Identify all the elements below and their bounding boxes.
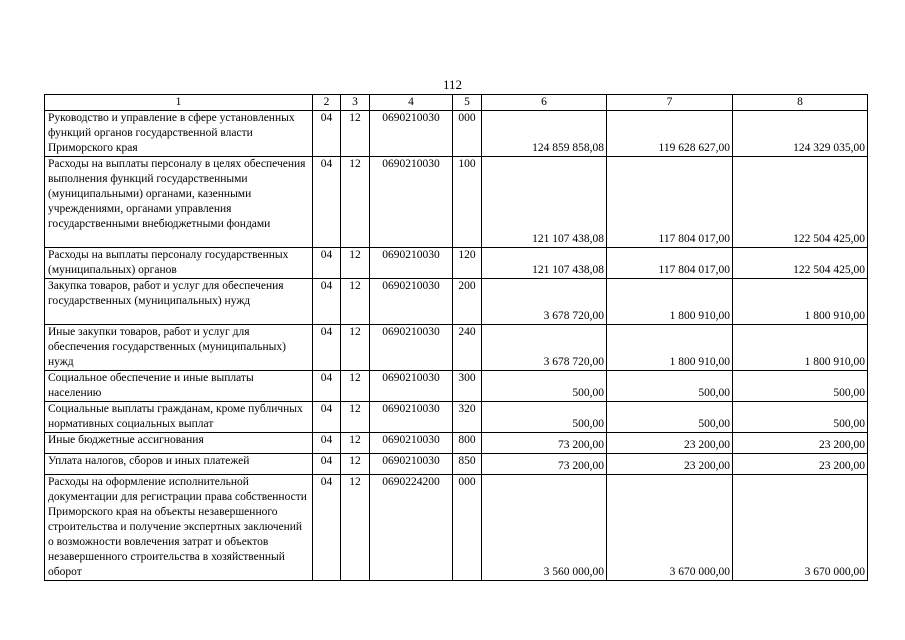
- expense-name: Закупка товаров, работ и услуг для обеспечения государственных (муниципальных) нужд: [45, 279, 313, 325]
- amount-col8: 3 670 000,00: [733, 475, 868, 581]
- amount-col7: 23 200,00: [607, 433, 733, 454]
- amount-col7: 3 670 000,00: [607, 475, 733, 581]
- expense-type-code: 000: [453, 111, 482, 157]
- expense-type-code: 850: [453, 454, 482, 475]
- table-row: [45, 475, 868, 581]
- subsection-code: 12: [341, 111, 370, 157]
- expense-type-code: 800: [453, 433, 482, 454]
- section-code: 04: [313, 475, 341, 581]
- amount-col7: 1 800 910,00: [607, 325, 733, 371]
- target-article-code: 0690210030: [370, 371, 453, 402]
- column-header: 8: [733, 95, 868, 111]
- section-code: 04: [313, 325, 341, 371]
- subsection-code: 12: [341, 475, 370, 581]
- expense-name: Уплата налогов, сборов и иных платежей: [45, 454, 313, 475]
- budget-table: [44, 94, 868, 581]
- table-row: [45, 433, 868, 454]
- amount-col6: 121 107 438,08: [482, 248, 607, 279]
- amount-col6: 73 200,00: [482, 454, 607, 475]
- section-code: 04: [313, 157, 341, 248]
- amount-col6: 3 560 000,00: [482, 475, 607, 581]
- section-code: 04: [313, 371, 341, 402]
- expense-type-code: 300: [453, 371, 482, 402]
- amount-col6: 73 200,00: [482, 433, 607, 454]
- section-code: 04: [313, 433, 341, 454]
- table-row: [45, 402, 868, 433]
- amount-col8: 23 200,00: [733, 454, 868, 475]
- column-header: 2: [313, 95, 341, 111]
- section-code: 04: [313, 402, 341, 433]
- target-article-code: 0690210030: [370, 248, 453, 279]
- amount-col7: 119 628 627,00: [607, 111, 733, 157]
- expense-name: Социальные выплаты гражданам, кроме публичных нормативных социальных выплат: [45, 402, 313, 433]
- target-article-code: 0690224200: [370, 475, 453, 581]
- target-article-code: 0690210030: [370, 279, 453, 325]
- subsection-code: 12: [341, 402, 370, 433]
- subsection-code: 12: [341, 279, 370, 325]
- column-header: 6: [482, 95, 607, 111]
- target-article-code: 0690210030: [370, 157, 453, 248]
- table-row: [45, 279, 868, 325]
- table-row: [45, 111, 868, 157]
- amount-col7: 500,00: [607, 402, 733, 433]
- column-header: 5: [453, 95, 482, 111]
- expense-type-code: 000: [453, 475, 482, 581]
- table-row: [45, 325, 868, 371]
- column-header: 7: [607, 95, 733, 111]
- target-article-code: 0690210030: [370, 325, 453, 371]
- amount-col8: 124 329 035,00: [733, 111, 868, 157]
- subsection-code: 12: [341, 325, 370, 371]
- section-code: 04: [313, 454, 341, 475]
- amount-col8: 1 800 910,00: [733, 325, 868, 371]
- expense-type-code: 240: [453, 325, 482, 371]
- amount-col7: 1 800 910,00: [607, 279, 733, 325]
- amount-col8: 1 800 910,00: [733, 279, 868, 325]
- amount-col6: 124 859 858,08: [482, 111, 607, 157]
- table-row: [45, 371, 868, 402]
- expense-name: Расходы на выплаты персоналу государственных (муниципальных) органов: [45, 248, 313, 279]
- expense-name: Иные закупки товаров, работ и услуг для обеспечения государственных (муниципальных) нужд: [45, 325, 313, 371]
- column-header: 1: [45, 95, 313, 111]
- amount-col8: 122 504 425,00: [733, 157, 868, 248]
- expense-type-code: 200: [453, 279, 482, 325]
- subsection-code: 12: [341, 248, 370, 279]
- expense-name: Иные бюджетные ассигнования: [45, 433, 313, 454]
- amount-col6: 121 107 438,08: [482, 157, 607, 248]
- column-header: 4: [370, 95, 453, 111]
- amount-col8: 500,00: [733, 402, 868, 433]
- target-article-code: 0690210030: [370, 433, 453, 454]
- amount-col6: 3 678 720,00: [482, 279, 607, 325]
- amount-col8: 500,00: [733, 371, 868, 402]
- section-code: 04: [313, 248, 341, 279]
- target-article-code: 0690210030: [370, 111, 453, 157]
- table-row: [45, 454, 868, 475]
- subsection-code: 12: [341, 157, 370, 248]
- target-article-code: 0690210030: [370, 454, 453, 475]
- subsection-code: 12: [341, 433, 370, 454]
- amount-col8: 23 200,00: [733, 433, 868, 454]
- subsection-code: 12: [341, 371, 370, 402]
- amount-col6: 500,00: [482, 371, 607, 402]
- expense-name: Расходы на выплаты персоналу в целях обеспечения выполнения функций государственными (муниципальными) органами, казенными учреждениями, органами управления государственными внебюджетными фондами: [45, 157, 313, 248]
- column-number-row: [45, 95, 868, 111]
- expense-name: Социальное обеспечение и иные выплаты населению: [45, 371, 313, 402]
- expense-type-code: 100: [453, 157, 482, 248]
- page-number: 112: [442, 77, 463, 92]
- section-code: 04: [313, 279, 341, 325]
- expense-name: Расходы на оформление исполнительной документации для регистрации права собственности Приморского края на объекты незавершенного строительства и получение экспертных заключений о возможности вовлечения затрат и объектов незавершенного строительства в хозяйственный оборот: [45, 475, 313, 581]
- target-article-code: 0690210030: [370, 402, 453, 433]
- amount-col7: 500,00: [607, 371, 733, 402]
- amount-col7: 117 804 017,00: [607, 248, 733, 279]
- amount-col6: 3 678 720,00: [482, 325, 607, 371]
- expense-name: Руководство и управление в сфере установленных функций органов государственной власти Приморского края: [45, 111, 313, 157]
- table-row: [45, 248, 868, 279]
- amount-col8: 122 504 425,00: [733, 248, 868, 279]
- amount-col6: 500,00: [482, 402, 607, 433]
- table-row: [45, 157, 868, 248]
- subsection-code: 12: [341, 454, 370, 475]
- amount-col7: 117 804 017,00: [607, 157, 733, 248]
- expense-type-code: 320: [453, 402, 482, 433]
- amount-col7: 23 200,00: [607, 454, 733, 475]
- section-code: 04: [313, 111, 341, 157]
- expense-type-code: 120: [453, 248, 482, 279]
- column-header: 3: [341, 95, 370, 111]
